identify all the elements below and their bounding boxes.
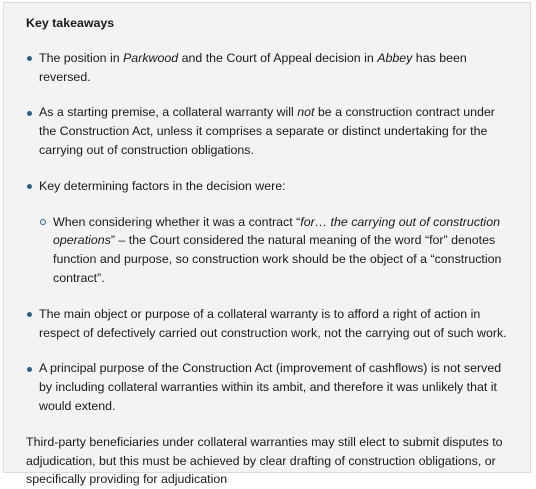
panel-title: Key takeaways bbox=[26, 16, 115, 30]
sub-list-item: When considering whether it was a contract “for… the carrying out of construction operations” – the Court considered the natural meaning of the word “for” denotes function and purpose, so construction work should be the object of a “construction contract”. bbox=[39, 213, 514, 288]
list-item: As a starting premise, a collateral warranty will not be a construction contract under the Construction Act, unless it comprises a separate or distinct undertaking for the carrying out of construction obligations. bbox=[26, 103, 514, 159]
takeaways-list bbox=[26, 49, 514, 416]
sub-list bbox=[39, 213, 514, 288]
list-item: The main object or purpose of a collateral warranty is to afford a right of action in respect of defectively carried out construction work, not the carrying out of such work. bbox=[26, 305, 514, 343]
closing-paragraph: Third-party beneficiaries under collateral warranties may still elect to submit disputes to adjudication, but this must be achieved by clear drafting of construction obligations, or specifically providing for adjudication bbox=[26, 434, 503, 487]
list-item: A principal purpose of the Construction Act (improvement of cashflows) is not served by including collateral warranties within its ambit, and therefore it was unlikely that it would extend. bbox=[26, 359, 514, 415]
list-item: The position in Parkwood and the Court of Appeal decision in Abbey has been reversed. bbox=[26, 49, 514, 87]
list-item: Key determining factors in the decision were: When considering whether it was a contract “for… the carrying out of construction operations” – the Court considered the natural meaning of the word “for” denotes function and purpose, so construction work should be the object of a “construction contract”. bbox=[26, 177, 514, 288]
key-takeaways-panel bbox=[3, 2, 531, 487]
